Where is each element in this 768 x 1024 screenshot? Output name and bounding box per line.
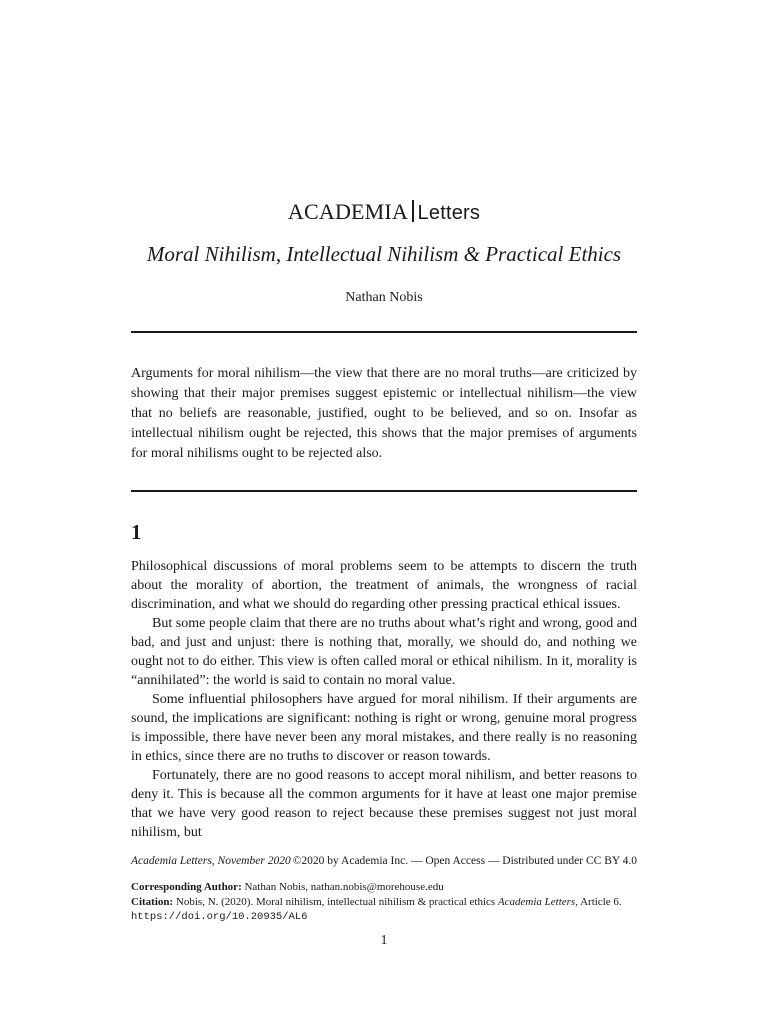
journal-brand — [0, 198, 768, 227]
corresponding-value: Nathan Nobis, nathan.nobis@morehouse.edu — [244, 881, 444, 893]
article-metadata — [131, 880, 651, 925]
journal-section: Letters — [417, 202, 481, 224]
paragraph: Fortunately, there are no good reasons to accept moral nihilism, and better reasons to deny it. This is because all the common arguments for it have at least one major premise that we have very good reason to reject because these premises suggest not just moral nihilism, but — [131, 768, 637, 840]
paragraph: Some influential philosophers have argued for moral nihilism. If their arguments are sound, the implications are significant: nothing is right or wrong, genuine moral progress is impossible, there have never been any moral mistakes, and there really is no reasoning in ethics, since there are no truths to discover or reason towards. — [131, 692, 637, 764]
doi-link[interactable]: https://doi.org/10.20935/AL6 — [131, 911, 308, 923]
article-author: Nathan Nobis — [345, 290, 423, 305]
journal-name: ACADEMIA — [287, 199, 409, 224]
corresponding-label: Corresponding Author: — [131, 881, 242, 893]
abstract-bottom-rule — [131, 490, 637, 492]
abstract: Arguments for moral nihilism—the view that there are no moral truths—are criticized by showing that their major premises suggest epistemic or intellectual nihilism—the view that no beliefs are reasonable, justified, ought to be believed, and so on. Insofar as intellectual nihilism ought be rejected, this shows that the major premises of arguments for moral nihilisms ought to be rejected also. — [131, 366, 637, 461]
footer-license: ©2020 by Academia Inc. — Open Access — Distributed under CC BY 4.0 — [292, 855, 637, 867]
citation-text: Nobis, N. (2020). Moral nihilism, intellectual nihilism & practical ethics — [175, 896, 496, 908]
footer-line — [131, 854, 637, 869]
brand-separator — [412, 200, 414, 222]
citation — [131, 895, 651, 910]
citation-journal: Academia Letters — [497, 896, 576, 908]
page-number: 1 — [380, 933, 388, 948]
article-title: Moral Nihilism, Intellectual Nihilism & Practical Ethics — [146, 242, 622, 266]
section-heading: 1 — [131, 520, 142, 544]
body-text — [131, 557, 637, 842]
abstract-top-rule — [131, 331, 637, 333]
corresponding-author — [131, 880, 651, 895]
paragraph: Philosophical discussions of moral problems seem to be attempts to discern the truth about the morality of abortion, the treatment of animals, the wrongness of racial discrimination, and what we should do regarding other pressing practical ethical issues. — [131, 559, 637, 612]
footer-journal-date: Academia Letters, November 2020 — [131, 855, 291, 867]
citation-label: Citation: — [131, 896, 174, 908]
citation-article: , Article 6. — [575, 896, 622, 908]
paragraph: But some people claim that there are no truths about what’s right and wrong, good and bad, and just and unjust: there is nothing that, morally, we should do, and nothing we ought not to do either. This view is often called moral or ethical nihilism. In it, morality is “annihilated”: the world is said to contain no moral value. — [131, 616, 637, 688]
